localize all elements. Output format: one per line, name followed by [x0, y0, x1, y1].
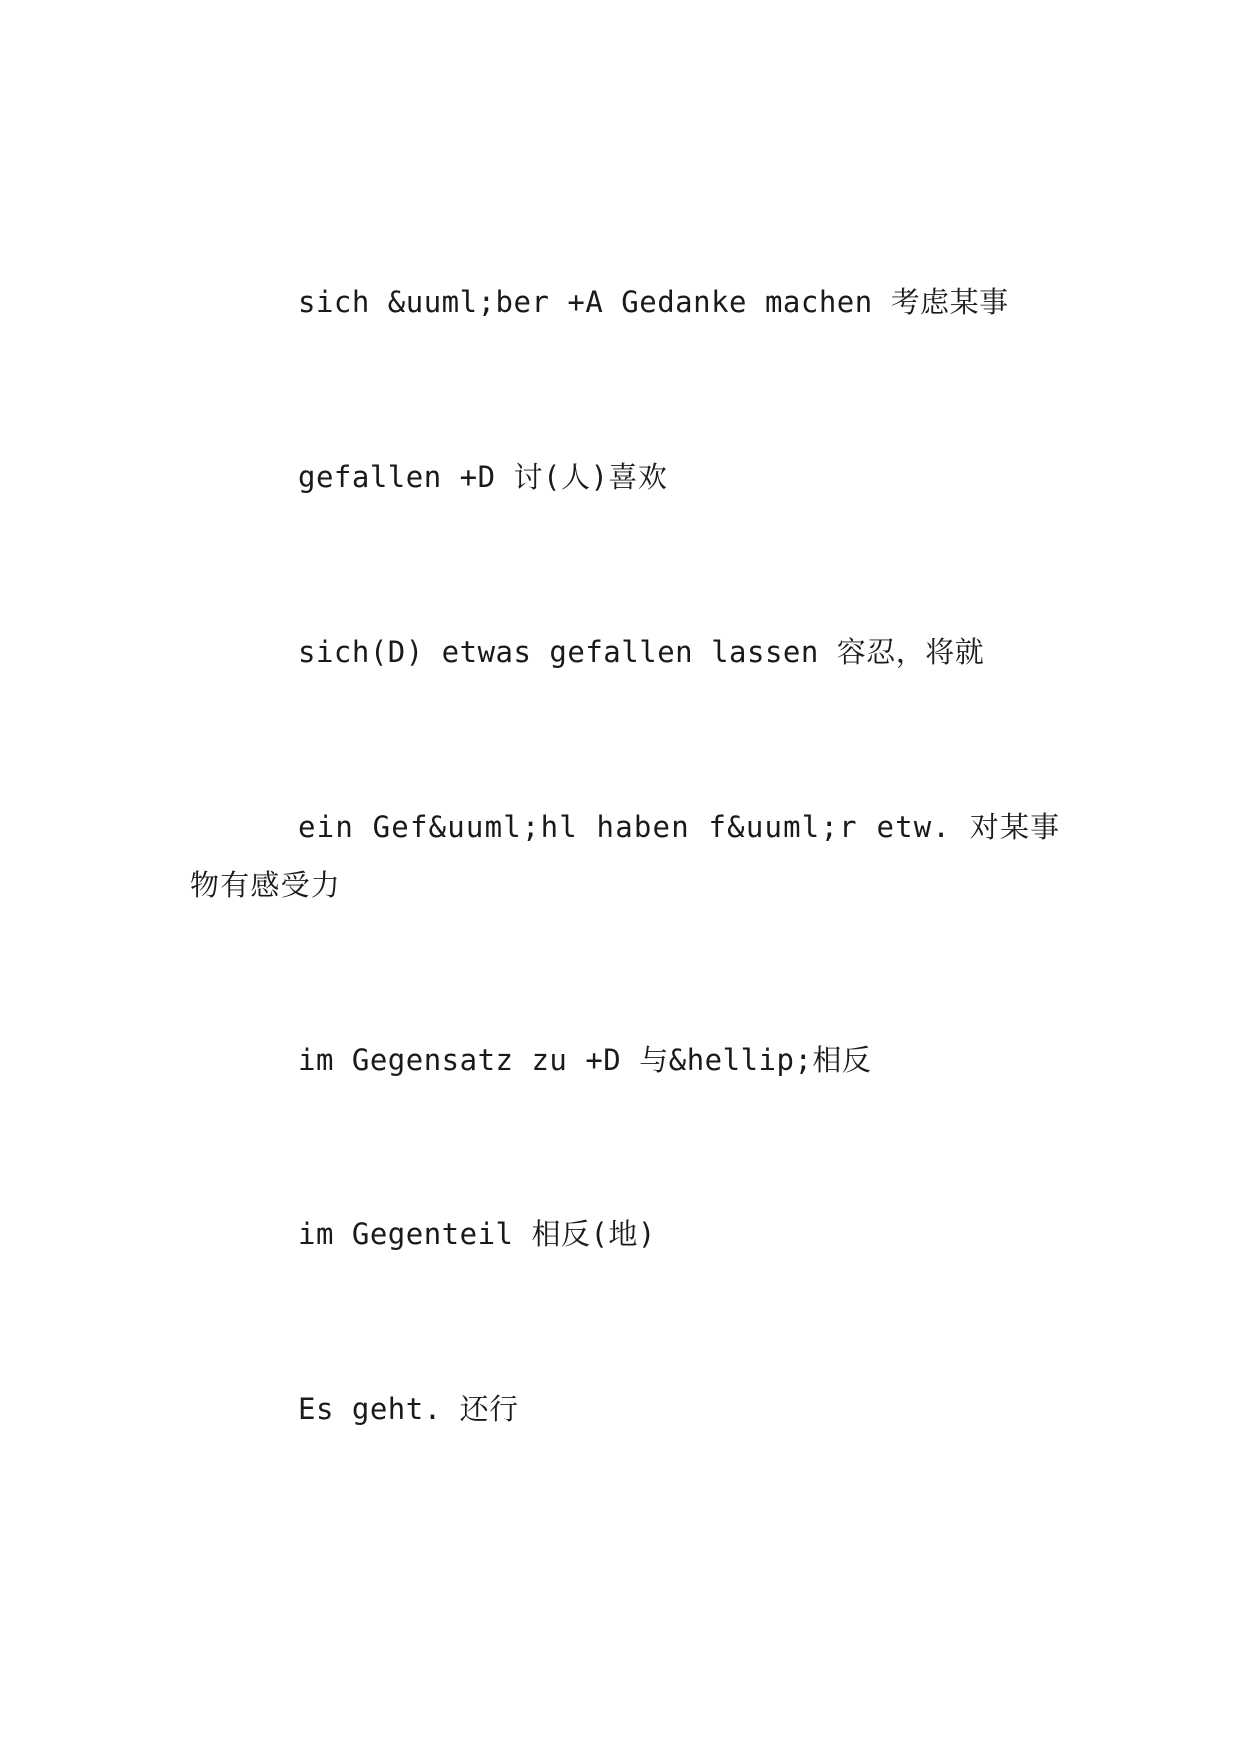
phrase-entry: sich &uuml;ber +A Gedanke machen 考虑某事 — [298, 285, 1009, 319]
phrase-entry: im Gegenteil 相反(地) — [298, 1217, 656, 1251]
phrase-entry: sich(D) etwas gefallen lassen 容忍，将就 — [298, 635, 985, 669]
phrase-entry: ein Gef&uuml;hl haben f&uuml;r etw. 对某事物有感受力 — [190, 810, 1061, 902]
phrase-entry: Es geht. 还行 — [298, 1392, 519, 1426]
phrase-entry: gefallen +D 讨(人)喜欢 — [298, 460, 668, 494]
phrase-entry: im Gegensatz zu +D 与&hellip;相反 — [298, 1043, 872, 1077]
